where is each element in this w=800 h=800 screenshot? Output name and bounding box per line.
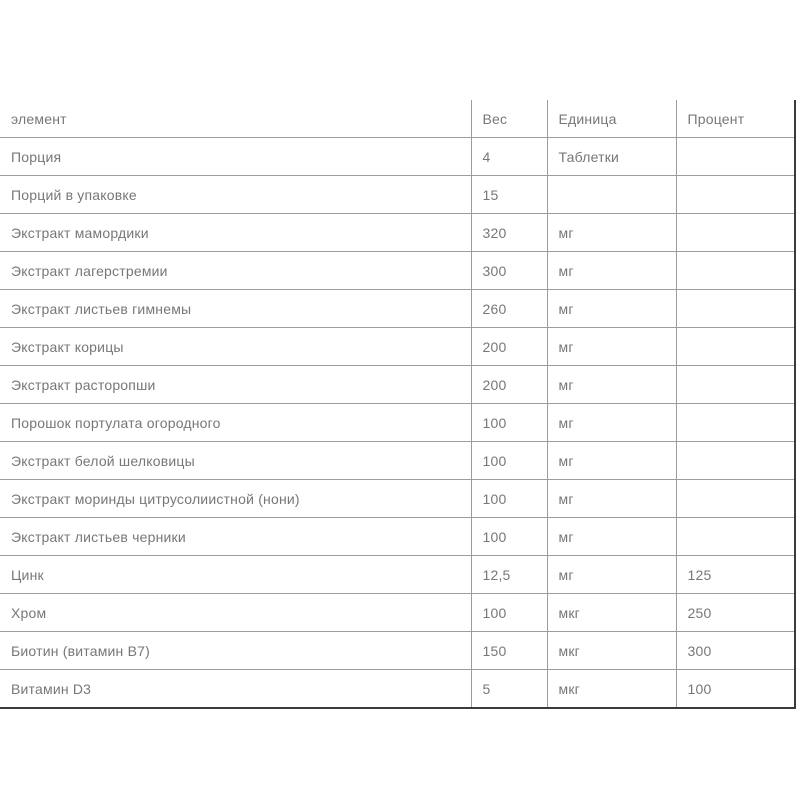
cell-unit: мкг <box>547 632 676 670</box>
cell-weight: 100 <box>471 404 547 442</box>
cell-unit: мг <box>547 480 676 518</box>
cell-unit: Таблетки <box>547 138 676 176</box>
cell-weight: 260 <box>471 290 547 328</box>
cell-unit: мг <box>547 328 676 366</box>
cell-percent: 125 <box>676 556 795 594</box>
table-row <box>0 442 795 480</box>
cell-unit: мкг <box>547 670 676 709</box>
cell-unit: мкг <box>547 594 676 632</box>
cell-element: Экстракт корицы <box>0 328 471 366</box>
table-row <box>0 176 795 214</box>
cell-weight: 5 <box>471 670 547 709</box>
cell-percent <box>676 366 795 404</box>
cell-unit: мг <box>547 252 676 290</box>
cell-percent <box>676 290 795 328</box>
column-header-weight: Вес <box>471 100 547 138</box>
cell-weight: 150 <box>471 632 547 670</box>
supplement-facts-table <box>0 100 796 709</box>
cell-element: Цинк <box>0 556 471 594</box>
cell-unit: мг <box>547 404 676 442</box>
cell-weight: 200 <box>471 366 547 404</box>
cell-weight: 300 <box>471 252 547 290</box>
cell-element: Хром <box>0 594 471 632</box>
cell-percent <box>676 138 795 176</box>
cell-percent <box>676 480 795 518</box>
cell-element: Порция <box>0 138 471 176</box>
table-row <box>0 632 795 670</box>
cell-weight: 100 <box>471 480 547 518</box>
cell-unit <box>547 176 676 214</box>
table-row <box>0 518 795 556</box>
cell-element: Витамин D3 <box>0 670 471 709</box>
cell-weight: 4 <box>471 138 547 176</box>
table-row <box>0 670 795 709</box>
cell-weight: 320 <box>471 214 547 252</box>
table-row <box>0 214 795 252</box>
cell-element: Экстракт белой шелковицы <box>0 442 471 480</box>
cell-percent <box>676 518 795 556</box>
table-row <box>0 594 795 632</box>
column-header-unit: Единица <box>547 100 676 138</box>
cell-element: Биотин (витамин B7) <box>0 632 471 670</box>
cell-percent <box>676 176 795 214</box>
cell-percent <box>676 328 795 366</box>
cell-unit: мг <box>547 442 676 480</box>
cell-element: Экстракт листьев гимнемы <box>0 290 471 328</box>
cell-element: Экстракт расторопши <box>0 366 471 404</box>
table-row <box>0 404 795 442</box>
cell-weight: 100 <box>471 442 547 480</box>
cell-element: Порошок портулата огородного <box>0 404 471 442</box>
cell-element: Экстракт моринды цитрусолиистной (нони) <box>0 480 471 518</box>
cell-percent <box>676 442 795 480</box>
cell-percent <box>676 252 795 290</box>
cell-unit: мг <box>547 214 676 252</box>
table-row <box>0 290 795 328</box>
cell-weight: 100 <box>471 594 547 632</box>
cell-percent: 100 <box>676 670 795 709</box>
column-header-percent: Процент <box>676 100 795 138</box>
table-body <box>0 138 795 709</box>
cell-percent: 250 <box>676 594 795 632</box>
cell-unit: мг <box>547 366 676 404</box>
cell-percent: 300 <box>676 632 795 670</box>
table-row <box>0 328 795 366</box>
cell-weight: 12,5 <box>471 556 547 594</box>
cell-weight: 15 <box>471 176 547 214</box>
table-row <box>0 366 795 404</box>
table-row <box>0 252 795 290</box>
cell-element: Экстракт листьев черники <box>0 518 471 556</box>
cell-weight: 100 <box>471 518 547 556</box>
cell-element: Экстракт мамордики <box>0 214 471 252</box>
cell-element: Экстракт лагерстремии <box>0 252 471 290</box>
column-header-element: элемент <box>11 110 67 127</box>
table-row <box>0 480 795 518</box>
table-header <box>0 100 795 138</box>
table-row <box>0 556 795 594</box>
cell-unit: мг <box>547 518 676 556</box>
cell-weight: 200 <box>471 328 547 366</box>
cell-percent <box>676 214 795 252</box>
cell-element: Порций в упаковке <box>0 176 471 214</box>
cell-unit: мг <box>547 556 676 594</box>
cell-unit: мг <box>547 290 676 328</box>
table-row <box>0 138 795 176</box>
cell-percent <box>676 404 795 442</box>
supplement-facts-section <box>0 100 796 709</box>
table-header-row <box>0 100 795 138</box>
